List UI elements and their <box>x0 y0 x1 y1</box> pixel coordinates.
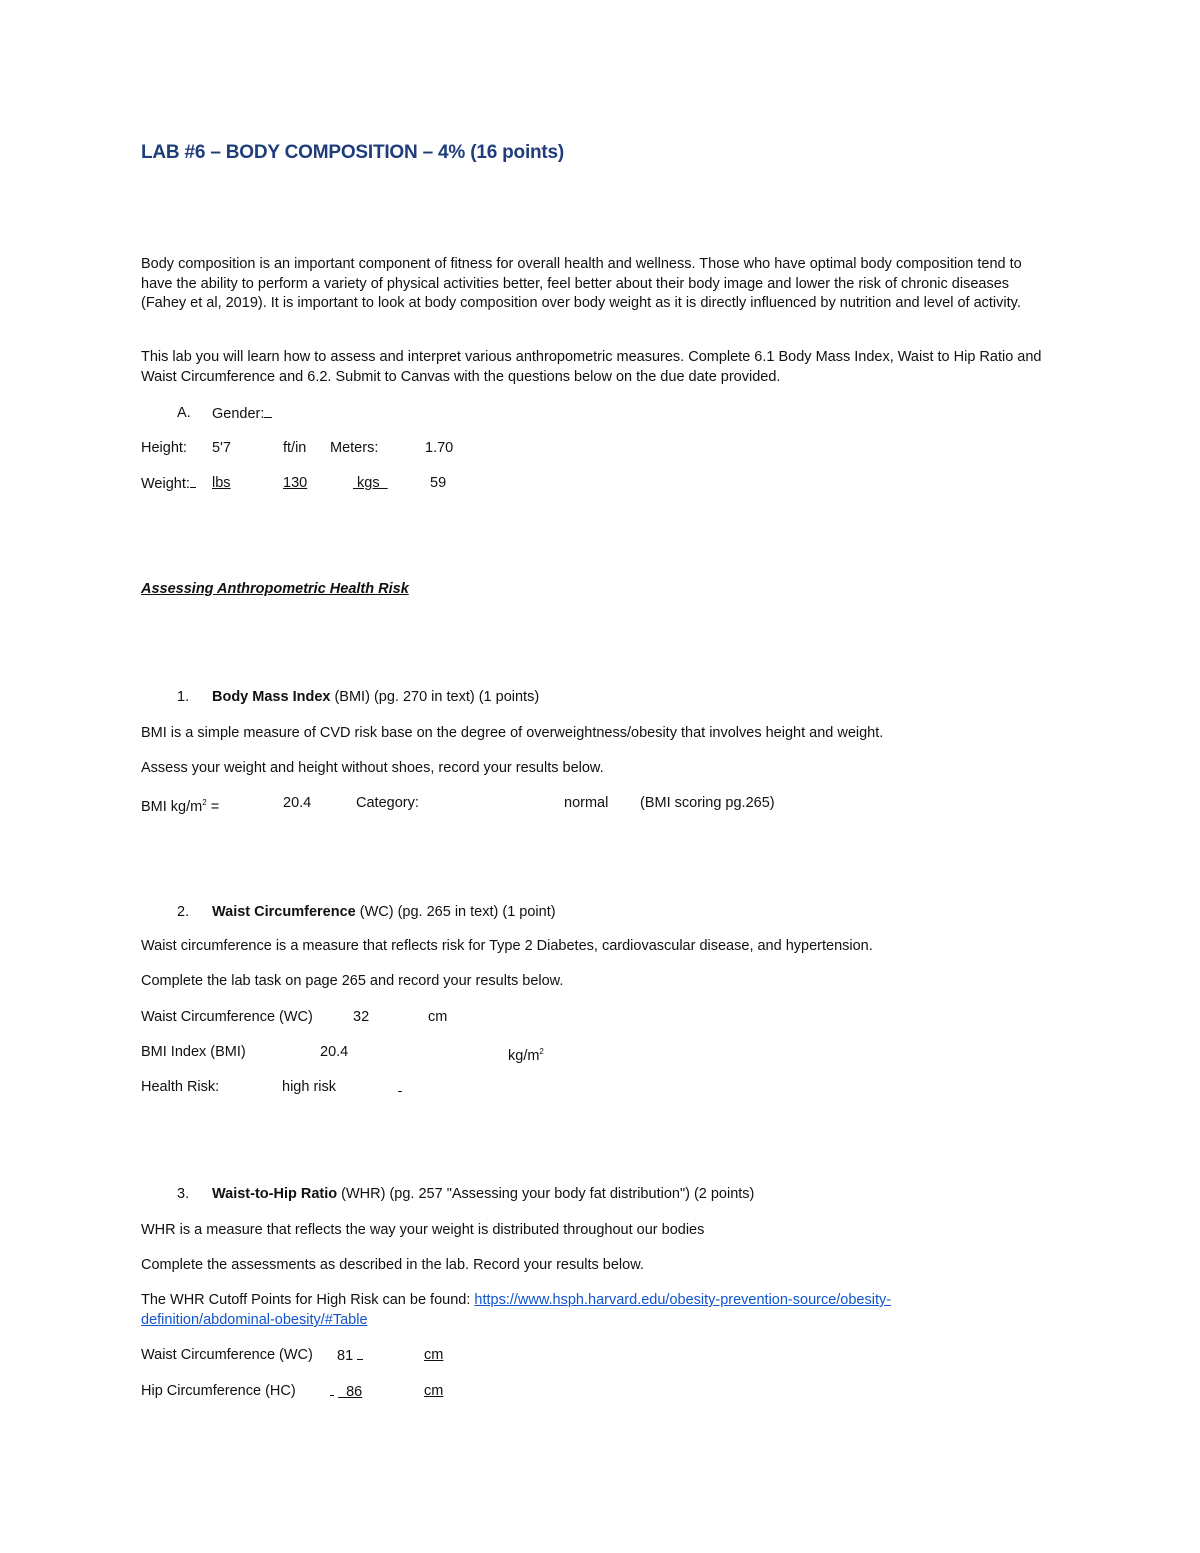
intro-paragraph-1: Body composition is an important component of fitness for overall health and wellness. Those who have optimal body composition tend to have the ability to perform a variety of physical activities better, feel better about their body image and lower the risk of chronic diseases (Fahey et al, 2019). It is important to look at body composition over body weight as it is directly influenced by nutrition and level of activity. <box>141 256 1022 311</box>
weight-label <box>141 473 196 494</box>
bmi-value: 20.4 <box>283 795 312 811</box>
wc-bmi-unit-text: kg/m <box>508 1047 540 1064</box>
weight-label-text: Weight: <box>141 476 190 492</box>
page-title: LAB #6 – BODY COMPOSITION – 4% (16 points) <box>141 142 565 163</box>
wc-waist-value: 32 <box>353 1009 370 1025</box>
height-label: Height: <box>141 440 187 456</box>
weight-unit-lbs: lbs <box>212 475 231 491</box>
wc-number: 2. <box>177 904 190 920</box>
whr-hip-value-text: 86 <box>346 1384 363 1400</box>
gender-label <box>212 403 272 424</box>
wc-heading-rest: (WC) (pg. 265 in text) (1 point) <box>355 904 556 920</box>
wc-risk-blank <box>398 1077 402 1098</box>
section-heading: Assessing Anthropometric Health Risk <box>141 581 409 597</box>
wc-bmi-label: BMI Index (BMI) <box>141 1044 246 1060</box>
whr-heading-rest: (WHR) (pg. 257 "Assessing your body fat distribution") (2 points) <box>337 1186 755 1202</box>
wc-heading-bold: Waist Circumference <box>212 904 356 920</box>
intro-paragraph-2: This lab you will learn how to assess and interpret various anthropometric measures. Complete 6.1 Body Mass Index, Waist to Hip Ratio and Waist Circumference and 6.2. Submit to Canvas with the questions below on the due date provided. <box>141 349 1042 385</box>
bmi-heading-rest: (BMI) (pg. 270 in text) (1 points) <box>330 689 540 705</box>
whr-hip-unit: cm <box>424 1383 444 1399</box>
weight-unit-kgs <box>353 473 388 493</box>
whr-description: WHR is a measure that reflects the way your weight is distributed throughout our bodies <box>141 1222 705 1238</box>
bmi-category-value: normal <box>564 795 609 811</box>
wc-waist-unit: cm <box>428 1009 448 1025</box>
wc-bmi-unit-sup: 2 <box>539 1047 544 1056</box>
bmi-heading <box>212 687 539 707</box>
whr-heading <box>212 1184 754 1204</box>
whr-cutoff-text: The WHR Cutoff Points for High Risk can be found: <box>141 1292 475 1308</box>
bmi-label-sup: 2 <box>202 798 207 807</box>
whr-cutoff-link-cont[interactable] <box>141 1310 368 1330</box>
wc-risk-blank-line <box>398 1077 402 1092</box>
bmi-instruction: Assess your weight and height without shoes, record your results below. <box>141 760 604 776</box>
gender-label-text: Gender: <box>212 406 265 422</box>
whr-cutoff-link[interactable]: https://www.hsph.harvard.edu/obesity-prevention-source/obesity- <box>474 1292 892 1308</box>
meters-label: Meters: <box>330 440 379 456</box>
whr-hip-value <box>330 1381 362 1402</box>
wc-bmi-unit <box>508 1042 544 1066</box>
bmi-label <box>141 793 219 817</box>
whr-heading-bold: Waist-to-Hip Ratio <box>212 1186 338 1202</box>
height-unit: ft/in <box>283 440 307 456</box>
wc-risk-value: high risk <box>282 1079 336 1095</box>
whr-waist-label: Waist Circumference (WC) <box>141 1347 313 1363</box>
bmi-category-label: Category: <box>356 795 419 811</box>
height-value: 5'7 <box>212 440 231 456</box>
wc-instruction: Complete the lab task on page 265 and record your results below. <box>141 973 564 989</box>
weight-lbs-value: 130 <box>283 475 308 491</box>
wc-heading <box>212 902 556 922</box>
whr-hip-value-wrap <box>338 1384 362 1400</box>
gender-blank <box>264 403 272 418</box>
bmi-label-text: BMI kg/m <box>141 798 203 815</box>
wc-waist-label: Waist Circumference (WC) <box>141 1009 313 1025</box>
whr-hip-blank <box>330 1381 334 1396</box>
whr-waist-value-text: 81 <box>337 1348 354 1364</box>
bmi-heading-bold: Body Mass Index <box>212 689 331 705</box>
bmi-label-eq: = <box>206 798 220 815</box>
whr-waist-unit: cm <box>424 1347 444 1363</box>
weight-unit-kgs-text: kgs <box>357 475 380 491</box>
weight-kgs-value: 59 <box>430 475 447 491</box>
whr-waist-blank <box>357 1345 363 1360</box>
meters-value: 1.70 <box>425 440 454 456</box>
weight-blank <box>190 473 196 488</box>
wc-risk-label: Health Risk: <box>141 1079 220 1095</box>
wc-bmi-value: 20.4 <box>320 1044 349 1060</box>
whr-instruction: Complete the assessments as described in the lab. Record your results below. <box>141 1257 644 1273</box>
whr-cutoff-link-line2[interactable]: definition/abdominal-obesity/#Table <box>141 1312 368 1328</box>
whr-number: 3. <box>177 1186 190 1202</box>
bmi-scoring-note: (BMI scoring pg.265) <box>640 795 775 811</box>
wc-description: Waist circumference is a measure that reflects risk for Type 2 Diabetes, cardiovascular disease, and hypertension. <box>141 938 873 954</box>
bmi-number: 1. <box>177 689 190 705</box>
bmi-description: BMI is a simple measure of CVD risk base on the degree of overweightness/obesity that involves height and weight. <box>141 725 884 741</box>
whr-cutoff-line <box>141 1290 891 1310</box>
whr-waist-value <box>337 1345 363 1366</box>
whr-hip-label: Hip Circumference (HC) <box>141 1383 296 1399</box>
gender-marker: A. <box>177 405 191 421</box>
